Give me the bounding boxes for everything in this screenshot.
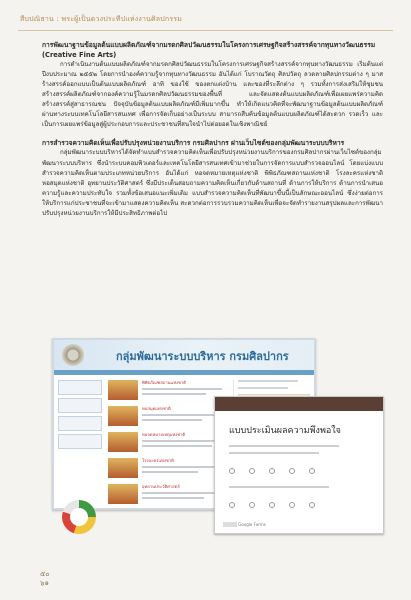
radio-icon [249,468,255,474]
survey-form-title: แบบประเมินผลความพึงพอใจ [229,426,341,436]
section2-paragraph: กลุ่มพัฒนาระบบบริหารได้จัดทำแบบสำรวจความคิดเห็นเพื่อปรับปรุงหน่วยงานบริการของกรมศิลปากรผ่านเว็บไซต์ของกลุ่มพัฒนาระบบบริหาร ซึ่งนำระบบคอมพิวเตอร์และเทคโนโลยีสารสนเทศเข้ามาช่วยในการจัดการแบบสำรวจออนไลน์ โดยแบ่งแบบสำรวจความคิดเห็นตามประเภทหน่วยบริการ อันได้แก่ หอจดหมายเหตุแห่งชาติ พิพิธภัณฑสถานแห่งชาติ โรงละครแห่งชาติ หอสมุดแห่งชาติ อุทยานประวัติศาสตร์ ซึ่งมีประเด็นสอบถามความคิดเห็นเกี่ยวกับด้านสถานที่ ด้านการให้บริการ ด้านการนำเสนอความรู้และความประทับใจ รวมทั้งข้อเสนอแนะเพิ่มเติม แบบสำรวจความคิดเห็นที่พัฒนาขึ้นนี้เป็นลักษณะออนไลน์ ซึ่งง่ายต่อการให้บริการแก่ประชาชนที่จะเข้ามาแสดงความคิดเห็น สะดวกต่อการรวบรวมความคิดเห็นเพื่อจะจัดทำรายงานสรุปผลและการพัฒนาปรับปรุงหน่วยงานบริการให้มีประสิทธิภาพต่อไป [42,149,383,217]
website-nav-bar [54,370,314,375]
unit-thumbnail [108,484,138,504]
radio-icon [269,468,275,474]
radio-icon [309,468,315,474]
radio-icon [269,502,275,508]
unit-caption: หอจดหมายเหตุแห่งชาติ [142,432,186,437]
survey-form-footer [223,522,266,528]
radio-icon [289,502,295,508]
radio-icon [229,468,235,474]
survey-question [229,445,383,478]
section1-paragraph: การดำเนินงานต้นแบบผลิตภัณฑ์จากมรดกศิลปวัฒนธรรมในโครงการเศรษฐกิจสร้างสรรค์จากทุนทางวัฒนธรรม เริ่มต้นแต่ปีงบประมาณ ๒๕๕๒ โดยการนำองค์ความรู้จากทุนทางวัฒนธรรม อันได้แก่ โบราณวัตถุ ศิลปวัตถุ ลวดลายศิลปกรรมต่าง ๆ มาสร้างสรรค์ออกแบบเป็นต้นแบบผลิตภัณฑ์ อาทิ ของใช้ ของตกแต่งบ้าน และของที่ระลึกต่าง ๆ รวมทั้งการส่งเสริมให้ชุมชนสร้างสรรค์ผลิตภัณฑ์จากองค์ความรู้ในมรดกศิลปวัฒนธรรมของพื้นที่ และจัดแสดงต้นแบบผลิตภัณฑ์เพื่อเผยแพร่ความคิดสร้างสรรค์สู่สาธารณชน ปัจจุบันข้อมูลต้นแบบผลิตภัณฑ์มีเพิ่มมากขึ้น ทำให้เกิดแนวคิดที่จะพัฒนาฐานข้อมูลต้นแบบผลิตภัณฑ์ผ่านทางระบบเทคโนโลยีสารสนเทศ เพื่อการจัดเก็บอย่างเป็นระบบ สามารถสืบค้นข้อมูลต้นแบบผลิตภัณฑ์ได้สะดวก รวดเร็ว และเป็นการเผยแพร่ข้อมูลสู่ผู้ประกอบการและประชาชนที่สนใจนำไปต่อยอดในเชิงพาณิชย์ [42,61,383,129]
website-banner-title: กลุ่มพัฒนาระบบบริหาร กรมศิลปากร [116,350,289,363]
radio-icon [229,502,235,508]
header-divider [18,30,393,31]
radio-icon [289,468,295,474]
radio-icon [309,502,315,508]
section2-title: การสำรวจความคิดเห็นเพื่อปรับปรุงหน่วยงานบริการ กรมศิลปากร ผ่านเว็บไซต์ของกลุ่มพัฒนาระบบบริหาร [42,139,345,148]
unit-caption: โรงละครแห่งชาติ [142,458,174,463]
satisfaction-gauge-icon [62,500,96,534]
unit-caption: อุทยานประวัติศาสตร์ [142,484,180,489]
sidebar-button [58,398,102,413]
unit-thumbnail [108,380,138,400]
unit-caption: หอสมุดแห่งชาติ [142,406,171,411]
unit-thumbnail [108,406,138,426]
unit-thumbnail [108,458,138,478]
survey-form-screenshot [214,396,384,534]
sidebar-button [58,416,102,431]
page-number-bottom: ๖๑ [40,578,49,587]
survey-form-footer-text: Google Forms [238,521,266,527]
submit-button-image [223,522,237,527]
website-sidebar [58,380,102,502]
sidebar-button [58,434,102,449]
survey-question [229,486,383,512]
sidebar-button [58,380,102,395]
unit-thumbnail [108,432,138,452]
department-seal-icon [62,344,84,366]
website-banner [54,340,314,370]
article-body [42,40,383,219]
page-number [40,570,50,588]
section1-title: การพัฒนาฐานข้อมูลต้นแบบผลิตภัณฑ์จากมรดกศิลปวัฒนธรรมในโครงการเศรษฐกิจสร้างสรรค์จากทุนทางวัฒนธรรม (Creative Fine Arts) [42,41,376,60]
survey-form-header-bar [215,397,383,411]
radio-icon [249,502,255,508]
page-number-top: ๕๐ [40,569,50,578]
unit-caption: พิพิธภัณฑสถานแห่งชาติ [142,380,186,385]
running-header: สืบปณิธาน : พระผู้เป็นดวงประทีปแห่งงานศิลปกรรม [20,15,183,23]
